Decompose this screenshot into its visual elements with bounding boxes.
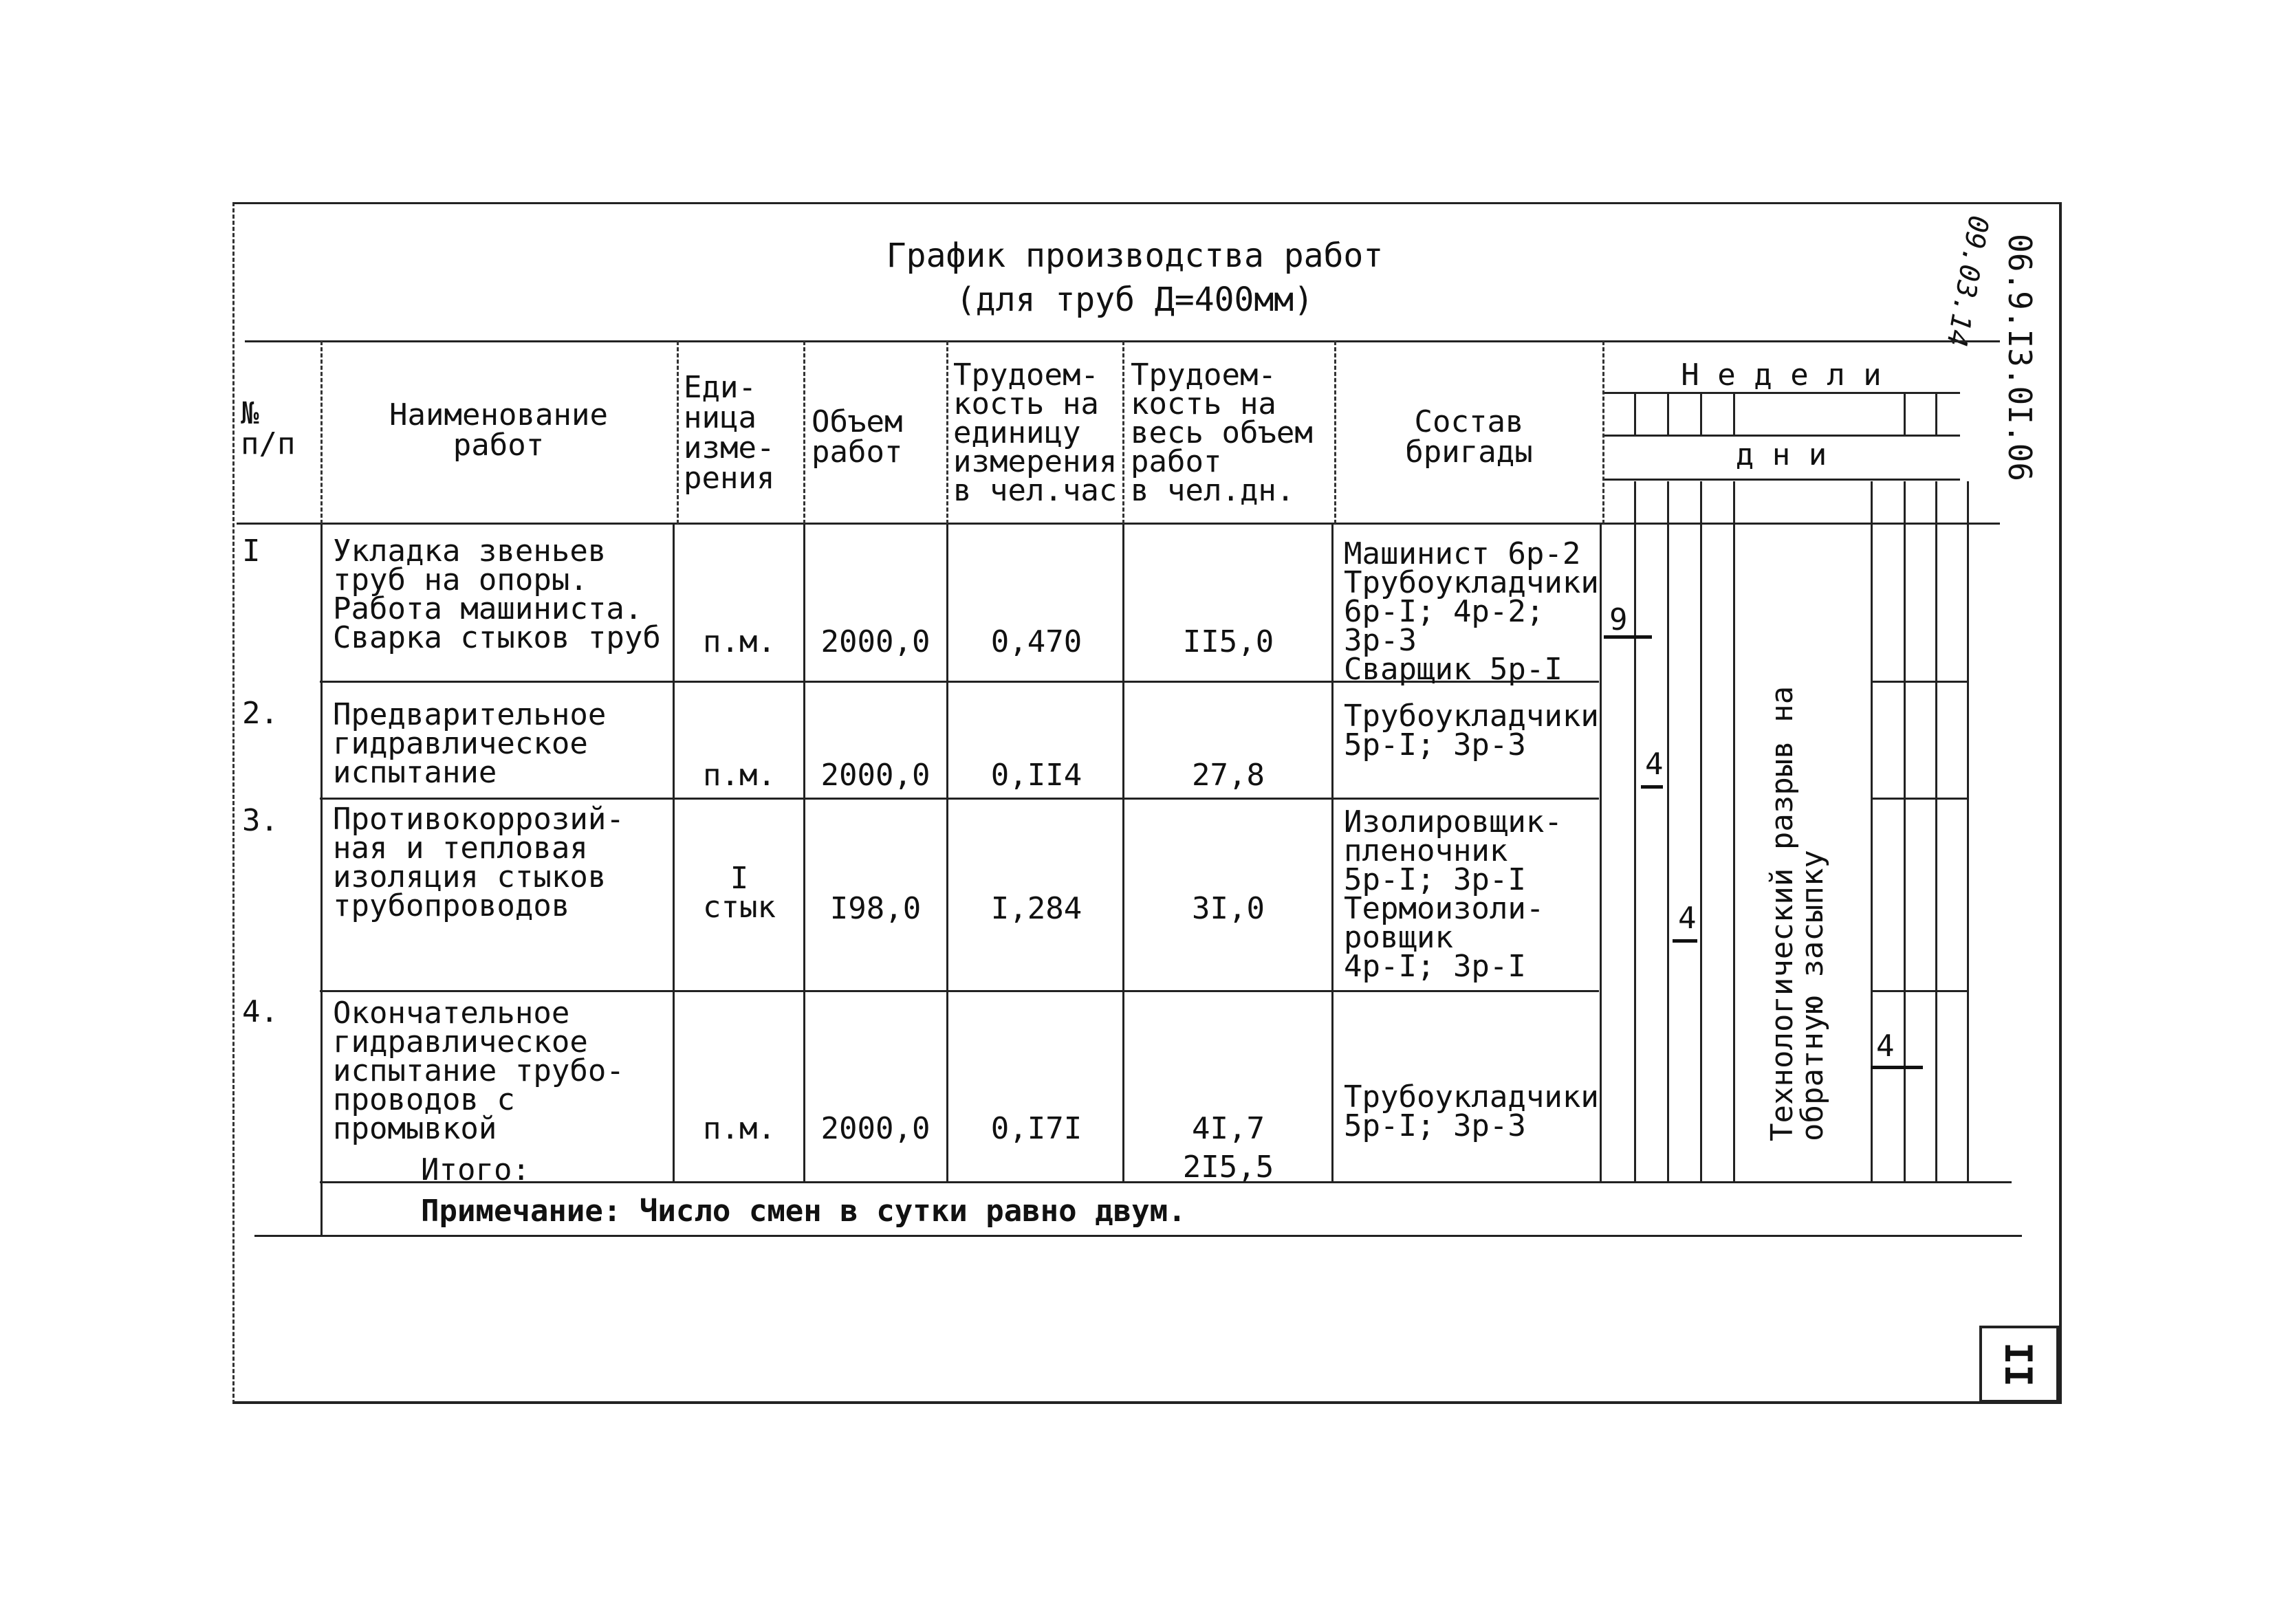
- row-2-volume: 2000,0: [820, 758, 930, 793]
- row-4-schedule-bar: [1871, 1066, 1923, 1069]
- col-2-header-divider: [677, 341, 679, 524]
- header-labor-unit-3: единицу: [953, 415, 1081, 450]
- row-1-name-1: Укладка звеньев: [333, 534, 607, 569]
- row-3-days-mark: 4: [1678, 901, 1697, 936]
- header-num-1: №: [241, 396, 259, 431]
- header-labor-unit-1: Трудоем-: [953, 358, 1099, 393]
- col-6-header-divider: [1334, 341, 1336, 524]
- note-bottom-line: [254, 1235, 2022, 1237]
- row-1-labor-total: II5,0: [1182, 624, 1274, 659]
- header-unit-4: рения: [684, 461, 775, 496]
- row-4-volume: 2000,0: [820, 1111, 930, 1146]
- row-3-crew-4: Термоизоли-: [1344, 891, 1545, 926]
- header-name-2: работ: [453, 428, 545, 463]
- day-col-line: [1871, 481, 1873, 1183]
- header-bottom-line: [237, 523, 2000, 525]
- row-3-crew-3: 5р-I; 3р-I: [1344, 862, 1526, 897]
- row-2-days-mark: 4: [1645, 747, 1664, 782]
- header-labor-total-3: весь объем: [1131, 415, 1313, 450]
- row-1-unit: п.м.: [703, 624, 776, 659]
- row-2-labor-total: 27,8: [1192, 758, 1265, 793]
- col-3-divider: [803, 524, 805, 1183]
- row-4-name-1: Окончательное: [333, 996, 570, 1031]
- row-2-name-3: испытание: [333, 755, 497, 790]
- grid-row-3-line: [1871, 990, 1967, 992]
- row-3-crew-2: пленочник: [1344, 833, 1508, 868]
- header-num-2: п/п: [241, 426, 296, 461]
- document-code-handwritten: 09.03.14: [1940, 213, 1994, 349]
- header-unit-3: изме-: [684, 430, 775, 465]
- row-1-volume: 2000,0: [820, 624, 930, 659]
- col-4-header-divider: [946, 341, 948, 524]
- row-1-schedule-bar: [1604, 635, 1652, 639]
- row-2-name-1: Предварительное: [333, 697, 607, 732]
- row-3-name-3: изоляция стыков: [333, 859, 607, 895]
- row-2-bottom-line: [320, 798, 1599, 800]
- days-line: [1602, 479, 1960, 481]
- header-labor-total-2: кость на: [1131, 386, 1276, 421]
- row-3-unit-2: стык: [703, 890, 776, 925]
- header-weeks: Н е д е л и: [1681, 358, 1882, 393]
- row-4-crew-2: 5р-I; 3р-3: [1344, 1108, 1526, 1143]
- header-labor-total-1: Трудоем-: [1131, 358, 1276, 393]
- row-4-name-2: гидравлическое: [333, 1024, 588, 1060]
- total-value: 2I5,5: [1182, 1150, 1274, 1185]
- gap-note-line-1: Технологический разрыв на: [1765, 685, 1800, 1141]
- document-title: График производства работ: [886, 237, 1384, 275]
- row-3-bottom-line: [320, 990, 1599, 992]
- week-cell-line: [1634, 392, 1636, 435]
- document-code: 06.9.I3.0I.06: [2001, 234, 2038, 482]
- row-3-name-4: трубопроводов: [333, 888, 570, 923]
- row-4-crew-1: Трубоукладчики: [1344, 1079, 1599, 1115]
- row-3-name-1: Противокоррозий-: [333, 802, 624, 837]
- col-2-divider: [673, 524, 675, 1183]
- row-4-labor-total: 4I,7: [1192, 1111, 1265, 1146]
- row-2-name-2: гидравлическое: [333, 726, 588, 761]
- total-label: Итого:: [421, 1152, 530, 1187]
- col-1-header-divider: [320, 341, 323, 524]
- row-4-labor-unit: 0,I7I: [990, 1111, 1082, 1146]
- col-3-header-divider: [803, 341, 805, 524]
- row-2-labor-unit: 0,II4: [990, 758, 1082, 793]
- row-3-labor-total: 3I,0: [1192, 891, 1265, 926]
- col-7-divider: [1600, 524, 1602, 1183]
- row-3-schedule-bar: [1673, 939, 1697, 943]
- day-col-line: [1904, 481, 1906, 1183]
- header-name-1: Наименование: [389, 397, 608, 432]
- row-1-name-2: труб на опоры.: [333, 562, 588, 597]
- day-col-line: [1967, 481, 1969, 1183]
- row-4-name-4: проводов с: [333, 1082, 515, 1117]
- header-volume-1: Объем: [812, 404, 903, 439]
- row-1-name-4: Сварка стыков труб: [333, 620, 661, 655]
- row-2-crew-1: Трубоукладчики: [1344, 699, 1599, 734]
- row-2-crew-2: 5р-I; 3р-3: [1344, 727, 1526, 762]
- gap-note-line-2: обратную засыпку: [1795, 850, 1830, 1141]
- col-5-header-divider: [1122, 341, 1124, 524]
- row-4-name-3: испытание трубо-: [333, 1053, 624, 1088]
- footnote: Примечание: Число смен в сутки равно двум.: [421, 1194, 1186, 1229]
- day-col-line: [1700, 481, 1702, 1183]
- row-1-days-mark: 9: [1609, 602, 1628, 637]
- grid-row-2-line: [1871, 798, 1967, 800]
- row-1-name-3: Работа машиниста.: [333, 591, 643, 626]
- week-cell-line: [1733, 392, 1735, 435]
- row-3-volume: I98,0: [829, 891, 922, 926]
- col-1-divider: [320, 524, 323, 1236]
- grid-row-1-line: [1871, 681, 1967, 683]
- header-crew-1: Состав: [1414, 404, 1524, 439]
- row-4-days-mark: 4: [1876, 1029, 1895, 1064]
- header-labor-unit-2: кость на: [953, 386, 1099, 421]
- row-3-crew-1: Изолировщик-: [1344, 804, 1563, 840]
- header-labor-total-4: работ: [1131, 444, 1222, 479]
- header-crew-2: бригады: [1405, 435, 1533, 470]
- row-4-unit: п.м.: [703, 1111, 776, 1146]
- day-col-line: [1733, 481, 1735, 1183]
- col-4-divider: [946, 524, 948, 1183]
- week-cell-line: [1935, 392, 1937, 435]
- week-cell-line: [1700, 392, 1702, 435]
- week-cell-line: [1904, 392, 1906, 435]
- row-4-name-5: промывкой: [333, 1111, 497, 1146]
- document-subtitle: (для труб Д=400мм): [955, 281, 1314, 319]
- row-3-crew-6: 4р-I; 3р-I: [1344, 949, 1526, 984]
- header-labor-unit-5: в чел.час: [953, 473, 1118, 508]
- row-3-num: 3.: [242, 803, 279, 838]
- row-3-unit-1: I: [730, 861, 749, 896]
- row-3-labor-unit: I,284: [990, 891, 1082, 926]
- page-number: II: [1996, 1342, 2040, 1387]
- day-col-line: [1667, 481, 1669, 1183]
- row-1-num: I: [242, 534, 261, 569]
- row-3-name-2: ная и тепловая: [333, 831, 588, 866]
- row-2-num: 2.: [242, 696, 279, 731]
- col-5-divider: [1122, 524, 1124, 1183]
- header-days: д н и: [1735, 437, 1827, 472]
- row-2-schedule-bar: [1641, 785, 1663, 789]
- row-1-crew-1: Машинист 6р-2: [1344, 536, 1581, 571]
- day-col-line: [1634, 481, 1636, 1183]
- row-3-crew-5: ровщик: [1344, 920, 1453, 955]
- header-unit-2: ница: [684, 400, 756, 435]
- header-labor-unit-4: измерения: [953, 444, 1118, 479]
- header-volume-2: работ: [812, 435, 903, 470]
- row-4-num: 4.: [242, 994, 279, 1029]
- col-6-divider: [1331, 524, 1334, 1183]
- week-cell-line: [1667, 392, 1669, 435]
- row-2-unit: п.м.: [703, 758, 776, 793]
- row-1-labor-unit: 0,470: [990, 624, 1082, 659]
- row-1-crew-2: Трубоукладчики: [1344, 565, 1599, 600]
- row-1-crew-5: Сварщик 5р-I: [1344, 652, 1563, 687]
- header-labor-total-5: в чел.дн.: [1131, 473, 1295, 508]
- day-col-line: [1935, 481, 1937, 1183]
- row-1-crew-4: 3р-3: [1344, 623, 1417, 658]
- row-1-crew-3: 6р-I; 4р-2;: [1344, 594, 1545, 629]
- weeks-cells-line: [1602, 435, 1960, 437]
- header-unit-1: Еди-: [684, 370, 756, 405]
